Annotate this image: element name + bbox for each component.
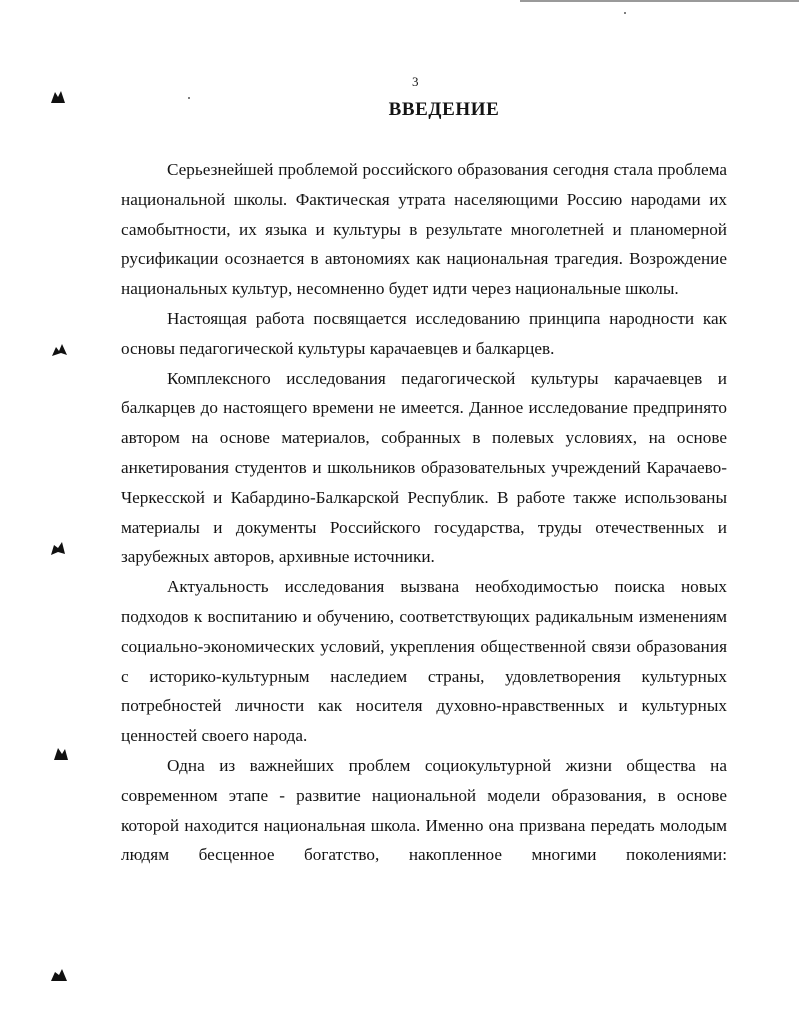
punch-hole-mark xyxy=(52,745,70,763)
body-text xyxy=(121,155,727,870)
scan-speck xyxy=(624,12,626,14)
scan-edge-line xyxy=(520,0,799,2)
paragraph: Серьезнейшей проблемой российского образования сегодня стала проблема национальной школы. Фактическая утрата населяющими Россию народами их самобытности, их языка и культуры в результате многолетней и планомерной русификации осознается в автономиях как национальная трагедия. Возрождение национальных культур, несомненно будет идти через национальные школы. xyxy=(121,160,727,299)
paragraph: Комплексного исследования педагогической культуры карачаевцев и балкарцев до настоящего времени не имеется. Данное исследование предпринято автором на основе материалов, собранных в полевых условиях, на основе анкетирования студентов и школьников образовательных учреждений Карачаево-Черкесской и Кабардино-Балкарской Республик. В работе также использованы материалы и документы Российского государства, труды отечественных и зарубежных авторов, архивные источники. xyxy=(121,368,727,567)
paragraph: Настоящая работа посвящается исследованию принципа народности как основы педагогической культуры карачаевцев и балкарцев. xyxy=(121,308,727,358)
punch-hole-mark xyxy=(49,540,67,558)
punch-hole-mark xyxy=(51,342,69,360)
punch-hole-mark xyxy=(50,966,68,984)
page-title: ВВЕДЕНИЕ xyxy=(388,99,500,120)
page-number: 3 xyxy=(412,74,419,89)
paragraph: Одна из важнейших проблем социокультурной жизни общества на современном этапе - развитие национальной модели образования, в основе которой находится национальная школа. Именно она призвана передать молодым людям бесценное богатство, накопленное многими поколениями: xyxy=(121,755,727,865)
paragraph: Актуальность исследования вызвана необходимостью поиска новых подходов к воспитанию и обучению, соответствующих радикальным изменениям социально-экономических условий, укрепления общественной связи образования с историко-культурным наследием страны, удовлетворения культурных потребностей личности как носителя духовно-нравственных и культурных ценностей своего народа. xyxy=(121,577,727,746)
